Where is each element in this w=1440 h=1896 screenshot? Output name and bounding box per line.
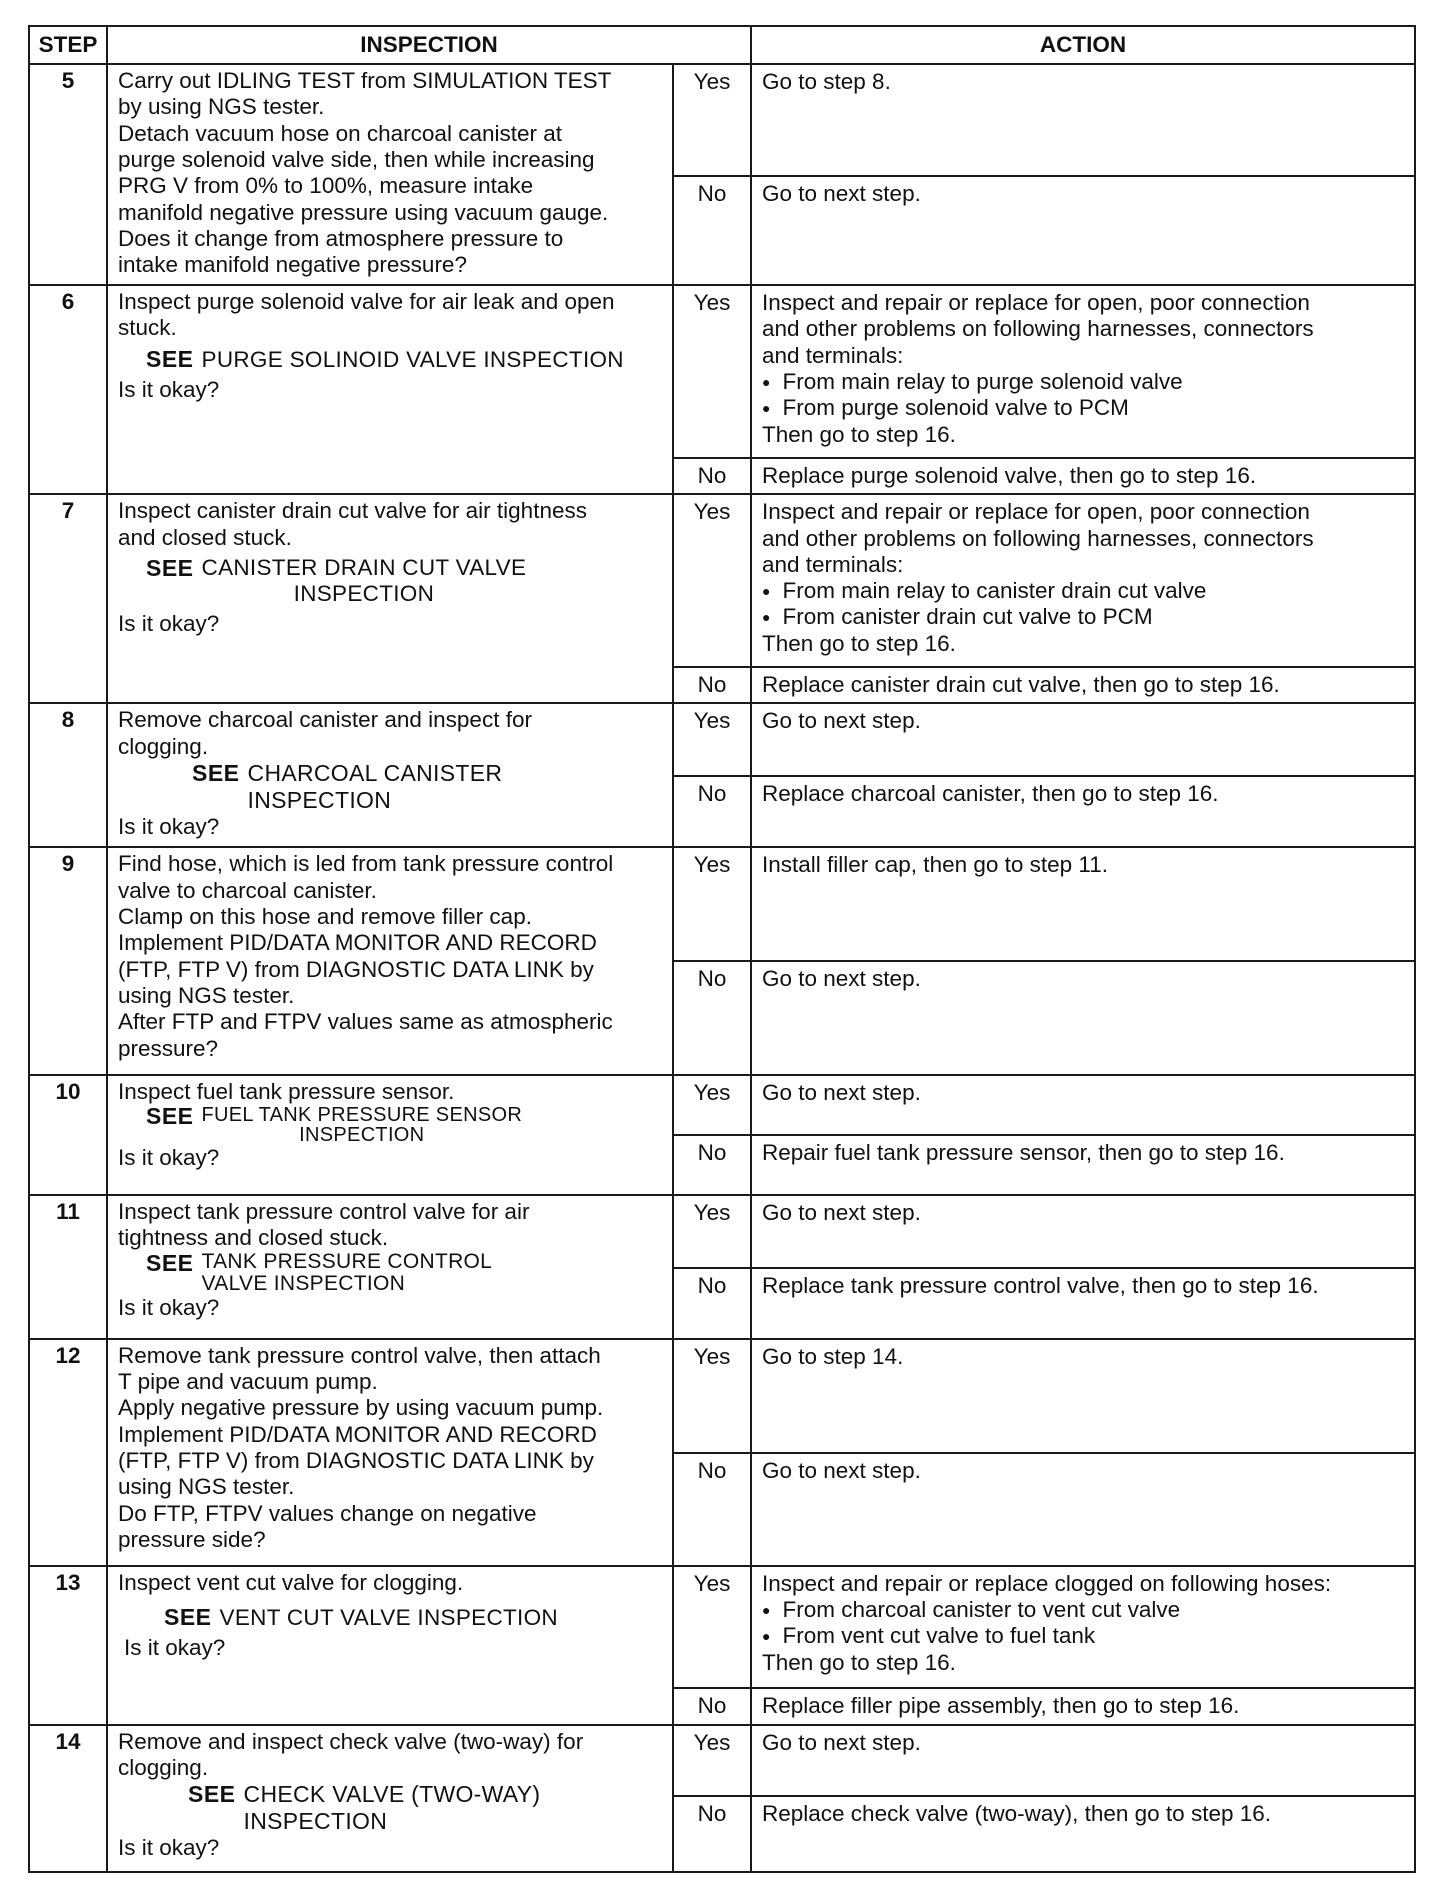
header-action: ACTION [751, 26, 1415, 64]
yes-action-text: Go to step 14. [762, 1343, 904, 1369]
see-reference-text: FUEL TANK PRESSURE SENSOR INSPECTION [201, 1103, 523, 1146]
inspection-text: Inspect canister drain cut valve for air tightness and closed stuck. [118, 498, 587, 550]
see-reference [118, 1251, 662, 1295]
then-text: Then go to step 16. [762, 630, 956, 656]
inspection-cell [107, 703, 673, 847]
no-action [751, 1796, 1415, 1872]
no-label: No [673, 1268, 751, 1339]
inspection-cell [107, 285, 673, 494]
table-row [29, 494, 1415, 667]
yes-action [751, 494, 1415, 667]
see-label: SEE [146, 1250, 194, 1277]
yes-action-text: Inspect and repair or replace clogged on following hoses: [762, 1570, 1332, 1596]
step-number: 8 [29, 703, 107, 847]
yes-action-text: Install filler cap, then go to step 11. [762, 852, 1109, 878]
inspection-cell [107, 1339, 673, 1566]
no-action [751, 961, 1415, 1074]
no-label: No [673, 458, 751, 494]
hose-list [762, 1597, 1404, 1650]
no-action-text: Replace tank pressure control valve, then go to step 16. [762, 1272, 1319, 1298]
table-row [29, 1566, 1415, 1688]
step-number: 6 [29, 285, 107, 494]
see-reference [118, 1604, 662, 1631]
list-item: ● From main relay to canister drain cut valve [762, 578, 1404, 604]
no-action [751, 1688, 1415, 1725]
no-label: No [673, 961, 751, 1074]
yes-label: Yes [673, 64, 751, 176]
diagnostic-table [28, 25, 1416, 1873]
question-text: Is it okay? [118, 377, 220, 403]
inspection-text: Find hose, which is led from tank pressure control valve to charcoal canister. Clamp on this hose and remove filler cap. Implement PID/DATA MONITOR AND RECORD (FTP, FTP V) from DIAGNOSTIC DATA LINK by using NGS tester. After FTP and FTPV values same as atmospheric pressure? [118, 851, 614, 1061]
step-number: 10 [29, 1075, 107, 1195]
list-item: ● From charcoal canister to vent cut valve [762, 1597, 1404, 1623]
step-number: 14 [29, 1725, 107, 1872]
inspection-text: Inspect tank pressure control valve for air tightness and closed stuck. [118, 1198, 530, 1250]
no-action-text: Go to next step. [762, 1457, 921, 1483]
yes-action-text: Inspect and repair or replace for open, poor connection and other problems on following harnesses, connectors and terminals: [762, 499, 1314, 577]
table-row [29, 1725, 1415, 1796]
question-text: Is it okay? [118, 611, 220, 637]
no-label: No [673, 1688, 751, 1725]
no-action-text: Repair fuel tank pressure sensor, then go to step 16. [762, 1139, 1285, 1165]
no-action [751, 667, 1415, 703]
no-action-text: Go to next step. [762, 181, 921, 207]
inspection-text: Remove and inspect check valve (two-way) for clogging. [118, 1728, 584, 1781]
no-action [751, 1268, 1415, 1339]
yes-action [751, 703, 1415, 776]
yes-action-text: Inspect and repair or replace for open, poor connection and other problems on following harnesses, connectors and terminals: [762, 290, 1314, 368]
yes-action-text: Go to next step. [762, 1729, 921, 1755]
see-reference-text: CANISTER DRAIN CUT VALVE INSPECTION [201, 554, 527, 607]
no-action [751, 176, 1415, 285]
inspection-text: Remove charcoal canister and inspect for clogging. [118, 707, 532, 759]
see-label: SEE [146, 1102, 194, 1129]
yes-label: Yes [673, 1725, 751, 1796]
inspection-text: Carry out IDLING TEST from SIMULATION TEST by using NGS tester. Detach vacuum hose on charcoal canister at purge solenoid valve side, then while increasing PRG V from 0% to 100%, measure intake manifold negative pressure using vacuum gauge. Does it change from atmosphere pressure to intake manifold negative pressure? [118, 68, 612, 278]
yes-action-text: Go to next step. [762, 1199, 921, 1225]
inspection-cell [107, 1566, 673, 1725]
yes-label: Yes [673, 1075, 751, 1135]
table-row [29, 703, 1415, 776]
yes-label: Yes [673, 1566, 751, 1688]
table-row [29, 847, 1415, 961]
yes-action [751, 1339, 1415, 1453]
yes-label: Yes [673, 285, 751, 458]
header-step: STEP [29, 26, 107, 64]
see-reference [118, 346, 662, 373]
question-text: Is it okay? [118, 1144, 220, 1170]
see-reference [118, 760, 662, 814]
inspection-cell [107, 494, 673, 703]
see-reference [118, 1102, 662, 1146]
question-text: Is it okay? [118, 813, 220, 839]
yes-label: Yes [673, 847, 751, 961]
inspection-text: Inspect vent cut valve for clogging. [118, 1569, 464, 1595]
table-row [29, 285, 1415, 458]
yes-label: Yes [673, 1339, 751, 1453]
no-action-text: Go to next step. [762, 966, 921, 992]
see-reference-text: CHARCOAL CANISTER INSPECTION [247, 759, 503, 813]
no-action-text: Replace check valve (two-way), then go to step 16. [762, 1800, 1272, 1826]
no-action-text: Replace canister drain cut valve, then go to step 16. [762, 672, 1280, 698]
no-action [751, 1453, 1415, 1566]
header-inspection: INSPECTION [107, 26, 751, 64]
table-row [29, 1195, 1415, 1268]
step-number: 9 [29, 847, 107, 1074]
inspection-cell [107, 1195, 673, 1339]
no-label: No [673, 1453, 751, 1566]
step-number: 7 [29, 494, 107, 703]
yes-action [751, 64, 1415, 176]
see-label: SEE [192, 759, 240, 786]
see-reference-text: PURGE SOLINOID VALVE INSPECTION [201, 346, 624, 372]
see-label: SEE [146, 345, 194, 372]
list-item: ● From main relay to purge solenoid valve [762, 369, 1404, 395]
list-item: ● From vent cut valve to fuel tank [762, 1623, 1404, 1649]
inspection-cell [107, 64, 673, 285]
no-label: No [673, 176, 751, 285]
step-number: 13 [29, 1566, 107, 1725]
no-action [751, 458, 1415, 494]
question-text: Is it okay? [124, 1635, 226, 1661]
step-number: 5 [29, 64, 107, 285]
see-reference-text: CHECK VALVE (TWO-WAY) INSPECTION [243, 1781, 541, 1835]
diagnostic-procedure-sheet [28, 25, 1414, 1873]
inspection-cell [107, 847, 673, 1074]
yes-action [751, 1725, 1415, 1796]
then-text: Then go to step 16. [762, 421, 956, 447]
no-label: No [673, 1796, 751, 1872]
yes-action [751, 1075, 1415, 1135]
question-text: Is it okay? [118, 1295, 220, 1321]
yes-action-text: Go to next step. [762, 708, 921, 734]
see-label: SEE [164, 1604, 212, 1631]
yes-label: Yes [673, 703, 751, 776]
question-text: Is it okay? [118, 1835, 220, 1861]
inspection-text: Inspect purge solenoid valve for air leak and open stuck. [118, 289, 615, 341]
table-header-row [29, 26, 1415, 64]
see-label: SEE [188, 1781, 236, 1808]
table-row [29, 1075, 1415, 1135]
harness-list [762, 369, 1404, 422]
yes-action-text: Go to next step. [762, 1079, 921, 1105]
list-item: ● From purge solenoid valve to PCM [762, 395, 1404, 421]
no-label: No [673, 1135, 751, 1195]
no-action-text: Replace charcoal canister, then go to step 16. [762, 781, 1219, 807]
list-item: ● From canister drain cut valve to PCM [762, 604, 1404, 630]
yes-action [751, 1566, 1415, 1688]
see-reference [118, 555, 662, 608]
yes-action [751, 285, 1415, 458]
yes-label: Yes [673, 494, 751, 667]
no-action [751, 776, 1415, 847]
no-label: No [673, 776, 751, 847]
harness-list [762, 578, 1404, 631]
step-number: 12 [29, 1339, 107, 1566]
inspection-text: Remove tank pressure control valve, then attach T pipe and vacuum pump. Apply negative pressure by using vacuum pump. Implement PID/DATA MONITOR AND RECORD (FTP, FTP V) from DIAGNOSTIC DATA LINK by using NGS tester. Do FTP, FTPV values change on negative pressure side? [118, 1342, 604, 1552]
yes-action-text: Go to step 8. [762, 69, 891, 94]
see-reference [118, 1781, 662, 1835]
no-action-text: Replace filler pipe assembly, then go to step 16. [762, 1692, 1240, 1718]
see-reference-text: TANK PRESSURE CONTROL VALVE INSPECTION [201, 1250, 493, 1296]
no-label: No [673, 667, 751, 703]
inspection-text: Inspect fuel tank pressure sensor. [118, 1078, 455, 1104]
see-label: SEE [146, 554, 194, 581]
no-action [751, 1135, 1415, 1195]
then-text: Then go to step 16. [762, 1649, 956, 1675]
yes-action [751, 1195, 1415, 1268]
see-reference-text: VENT CUT VALVE INSPECTION [219, 1605, 558, 1631]
table-row [29, 1339, 1415, 1453]
table-row [29, 64, 1415, 176]
yes-label: Yes [673, 1195, 751, 1268]
yes-action [751, 847, 1415, 961]
no-action-text: Replace purge solenoid valve, then go to step 16. [762, 463, 1257, 489]
step-number: 11 [29, 1195, 107, 1339]
inspection-cell [107, 1075, 673, 1195]
inspection-cell [107, 1725, 673, 1872]
